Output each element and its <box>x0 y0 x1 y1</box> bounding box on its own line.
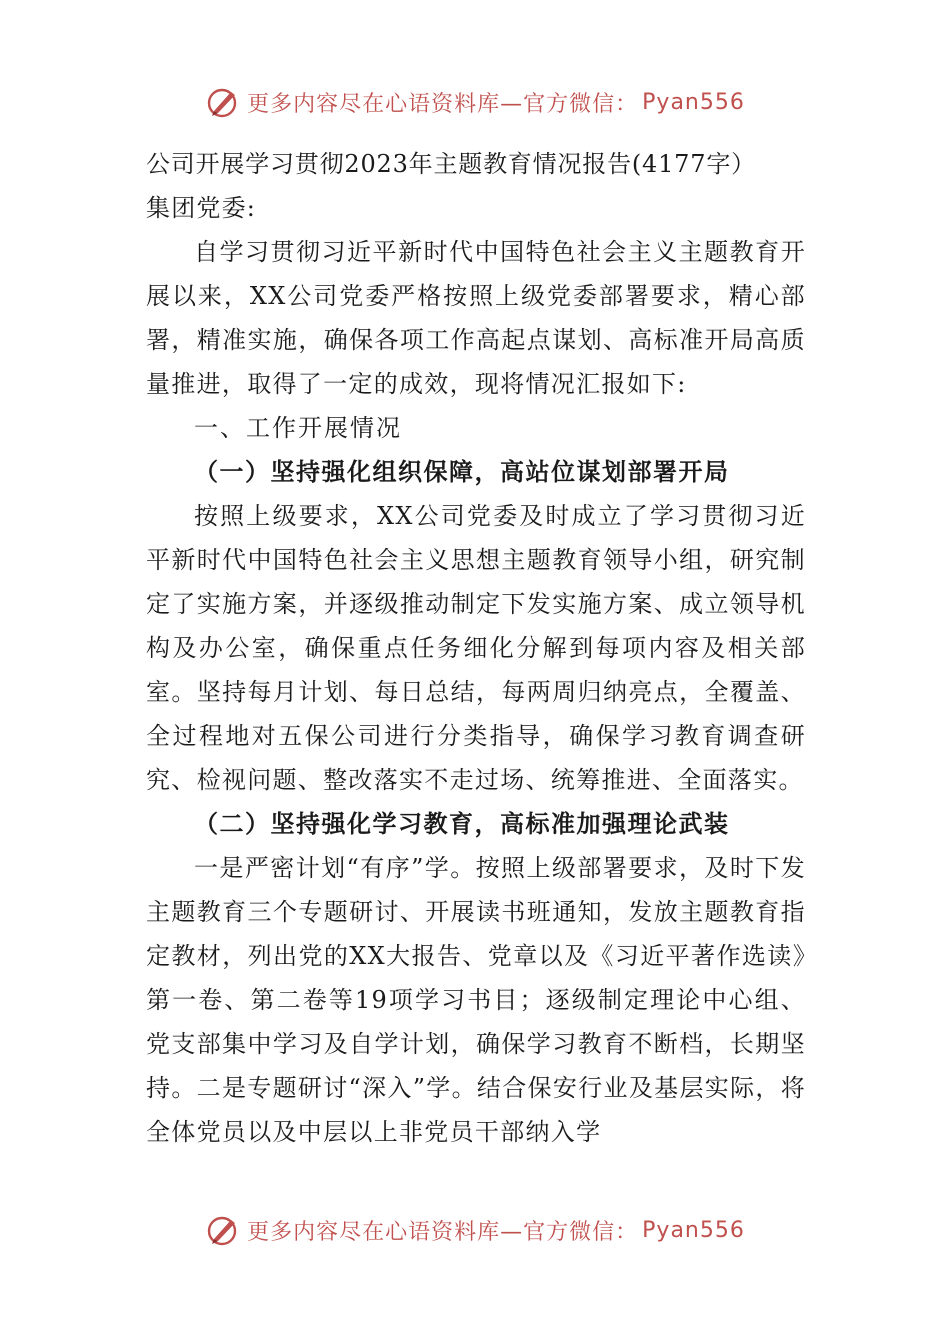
section-heading: 一、工作开展情况 <box>194 414 402 442</box>
watermark-wechat-id: Pyan556 <box>642 89 745 115</box>
watermark-text: 更多内容尽在心语资料库—官方微信： <box>247 91 639 117</box>
watermark-header <box>0 84 950 120</box>
pen-circle-logo-icon <box>205 1212 241 1248</box>
document-body <box>146 142 806 1154</box>
pen-circle-logo-icon <box>205 84 241 120</box>
intro-paragraph: 自学习贯彻习近平新时代中国特色社会主义主题教育开展以来，XX公司党委严格按照上级党委部署要求，精心部署，精准实施，确保各项工作高起点谋划、高标准开局高质量推进，取得了一定的成效，现将情况汇报如下: <box>146 238 806 398</box>
addressee: 集团党委: <box>146 194 257 222</box>
watermark-footer <box>0 1212 950 1248</box>
subsection-1-paragraph: 按照上级要求，XX公司党委及时成立了学习贯彻习近平新时代中国特色社会主义思想主题教育领导小组，研究制定了实施方案，并逐级推动制定下发实施方案、成立领导机构及办公室，确保重点任务细化分解到每项内容及相关部室。坚持每月计划、每日总结，每两周归纳亮点，全覆盖、全过程地对五保公司进行分类指导，确保学习教育调查研究、检视问题、整改落实不走过场、统筹推进、全面落实。 <box>146 502 806 794</box>
watermark-text: 更多内容尽在心语资料库—官方微信： <box>247 1219 639 1245</box>
subsection-2-paragraph: 一是严密计划“有序”学。按照上级部署要求，及时下发主题教育三个专题研讨、开展读书班通知，发放主题教育指定教材，列出党的XX大报告、党章以及《习近平著作选读》第一卷、第二卷等19项学习书目；逐级制定理论中心组、党支部集中学习及自学计划，确保学习教育不断档，长期坚持。二是专题研讨“深入”学。结合保安行业及基层实际，将全体党员以及中层以上非党员干部纳入学 <box>146 854 806 1146</box>
document-title: 公司开展学习贯彻2023年主题教育情况报告(4177字） <box>146 150 756 178</box>
subsection-heading-1: （一）坚持强化组织保障，高站位谋划部署开局 <box>194 458 730 486</box>
watermark-wechat-id: Pyan556 <box>642 1217 745 1243</box>
subsection-heading-2: （二）坚持强化学习教育，高标准加强理论武装 <box>194 810 730 838</box>
